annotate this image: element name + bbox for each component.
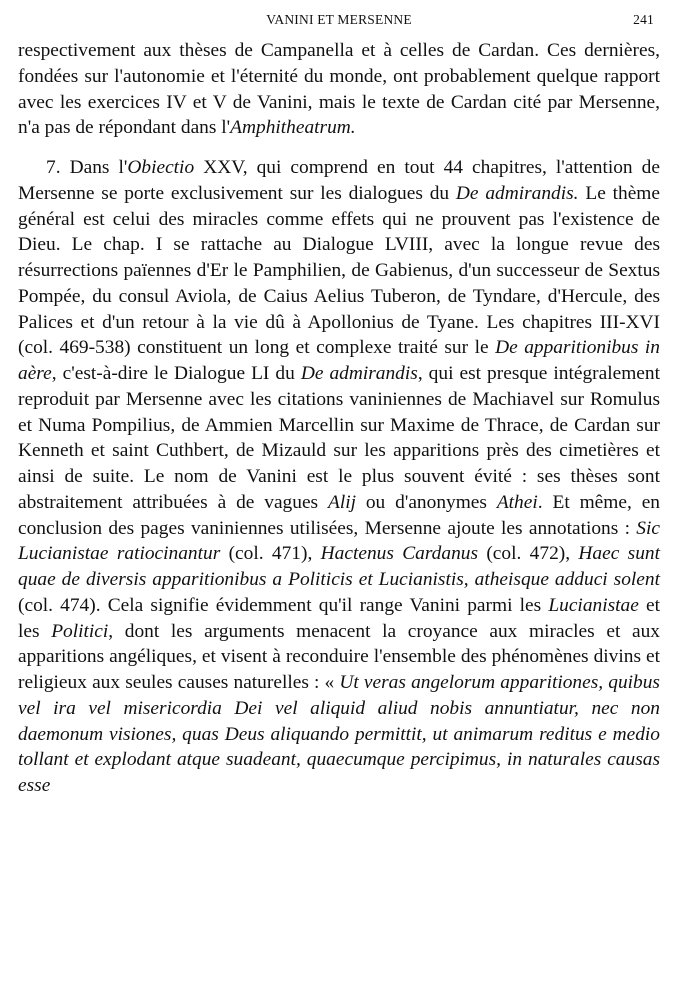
italic-text: De apparitionibus in aère	[18, 337, 661, 384]
text-run: , c'est-à-dire le Dialogue LI du	[51, 363, 301, 384]
italic-text: Lucianistae	[548, 594, 639, 616]
paragraph-section-7	[18, 155, 660, 799]
running-title: VANINI ET MERSENNE	[266, 12, 412, 27]
italic-text: Athei	[496, 491, 538, 513]
italic-text: Sic Lucianistae ratiocinantur	[18, 517, 660, 565]
italic-text: Hactenus Cardanus	[320, 543, 479, 565]
text-run: ou d'anonymes	[355, 491, 497, 513]
text-run: (col. 472),	[478, 543, 579, 565]
italic-text: De admirandis	[300, 363, 418, 384]
text-run: Le thème général est celui des miracles comme effets qui ne prouvent pas l'existence de Dieu. Le chap. I se rattache au Dialogue LVIII, avec la longue revue des résurrections païennes d'Er le Pamphilien, de Gabienus, d'un successeur de Sextus Pompée, du consul Aviola, de Caius Aelius Tuberon, de Tyndare, d'Hercule, des Palices et d'un retour à la vie dû à Apollonius de Tyane. Les chapitres III-XVI (col. 469-538) constituent un long et complexe traité sur le	[18, 182, 660, 359]
page-number: 241	[633, 12, 654, 27]
text-run: XXV, qui comprend en tout 44 chapitres, l'attention de Mersenne se porte exclusivement sur les dialogues du	[18, 157, 660, 204]
text-run: , dont les arguments menacent la croyance aux miracles et aux apparitions angéliques, et visent à reconduire l'ensemble des phénomènes divins et religieux aux seules causes naturelles : «	[18, 620, 660, 693]
book-page	[18, 12, 660, 799]
italic-text: Politici	[51, 620, 109, 642]
italic-text: Alij	[327, 491, 356, 513]
italic-text: Haec sunt quae de diversis apparitionibus a Politicis et Lucianistis, atheisque adduci solent	[18, 543, 660, 590]
text-run: respectivement aux thèses de Campanella et à celles de Cardan. Ces dernières, fondées sur l'autonomie et l'éternité du monde, ont probablement quelque rapport avec les exercices IV et V de Vanini, mais le texte de Cardan cité par Mersenne, n'a pas de répondant dans l'	[18, 40, 660, 139]
italic-text: Amphitheatrum.	[230, 117, 356, 139]
italic-text: Ut veras angelorum apparitiones, quibus vel ira vel misericordia Dei vel aliquid aliud nobis annuntiatur, nec non daemonum visiones, quas Deus aliquando permittit, ut animarum reditus e medio tollant et explodant atque suadeant, quaecumque percipimus, in naturales causas esse	[18, 672, 660, 796]
text-run: (col. 474). Cela signifie évidemment qu'il range Vanini parmi les	[18, 594, 549, 616]
page-header	[18, 12, 660, 38]
italic-text: Obiectio	[127, 157, 195, 178]
paragraph-continuation	[18, 38, 660, 141]
text-run: (col. 471),	[220, 543, 321, 565]
italic-text: De admirandis.	[455, 182, 579, 204]
text-run: . Et même, en conclusion des pages vaniniennes utilisées, Mersenne ajoute les annotations :	[18, 491, 660, 539]
text-run: 7. Dans l'	[46, 157, 128, 178]
text-run: , qui est presque intégralement reproduit par Mersenne avec les citations vaniniennes de Machiavel sur Romulus et Numa Pompilius, de Ammien Marcellin sur Maxime de Thrace, de Cardan sur Kenneth et saint Cuthbert, de Mizauld sur les apparitions près des cimetières et ainsi de suite. Le nom de Vanini est le plus souvent évité : ses thèses sont abstraitement attribuées à de vagues	[18, 363, 660, 513]
text-run: et les	[18, 594, 661, 642]
